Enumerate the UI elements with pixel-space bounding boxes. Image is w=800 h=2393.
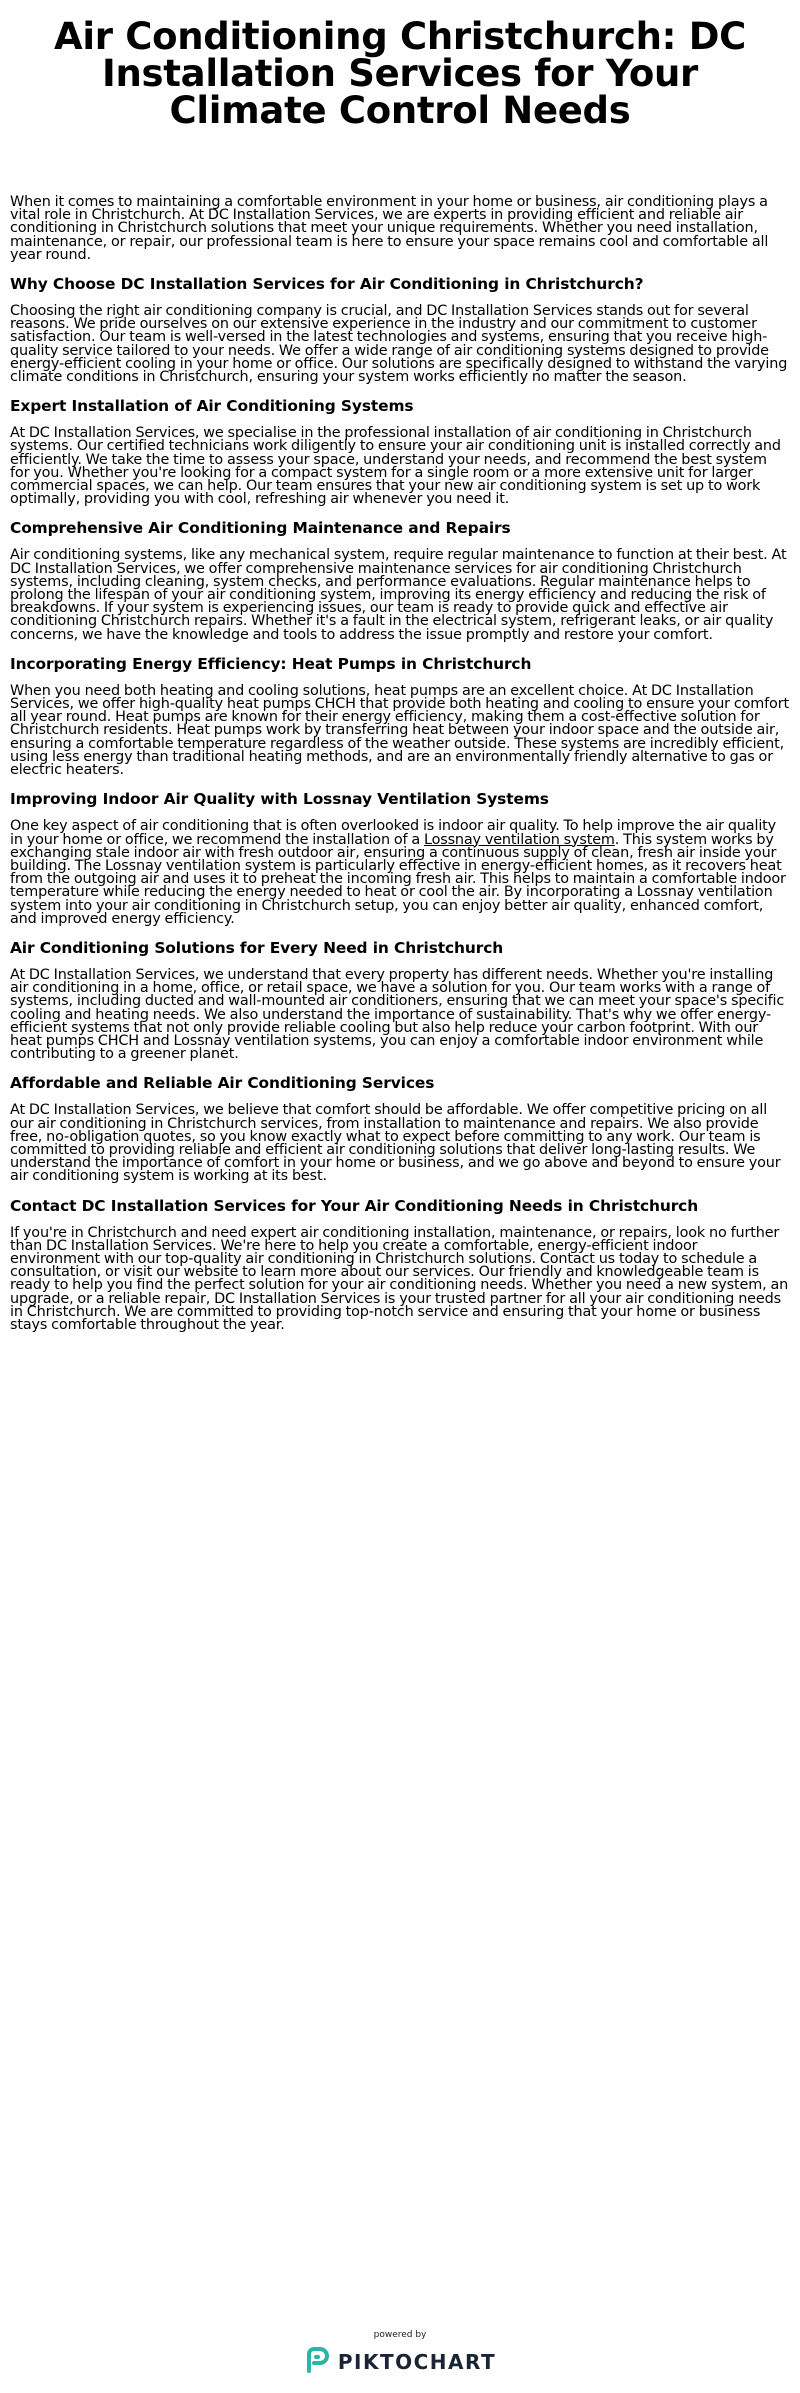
section-body-lossnay — [10, 820, 790, 926]
section-heading-affordable: Affordable and Reliable Air Conditioning Services — [10, 1074, 435, 1093]
section-heading-maintenance-repairs: Comprehensive Air Conditioning Maintenance and Repairs — [10, 519, 511, 538]
section-body-solutions: At DC Installation Services, we understand that every property has different needs. Whether you're installing air conditioning in a home, office, or retail space, we have a solution for you. Our team works with a range of systems, including ducted and wall-mounted air conditioners, ensuring that we can meet your space's specific cooling and heating needs. We also understand the importance of sustainability. That's why we offer energy-efficient systems that not only provide reliable cooling but also help reduce your carbon footprint. With our heat pumps CHCH and Lossnay ventilation systems, you can enjoy a comfortable indoor environment while contributing to a greener planet. — [10, 966, 785, 1063]
powered-by-label: powered by — [373, 2330, 427, 2340]
section-body-contact: If you're in Christchurch and need expert air conditioning installation, maintenance, or repairs, look no further than DC Installation Services. We're here to help you create a comfortable, energy-efficient indoor environment with our top-quality air conditioning in Christchurch solutions. Contact us today to schedule a consultation, or visit our website to learn more about our services. Our friendly and knowledgeable team is ready to help you find the perfect solution for your air conditioning needs. Whether you need a new system, an upgrade, or a reliable repair, DC Installation Services is your trusted partner for all your air conditioning needs in Christchurch. We are committed to providing top-notch service and ensuring that your home or business stays comfortable throughout the year. — [10, 1224, 789, 1333]
section-body-expert-installation: At DC Installation Services, we specialise in the professional installation of air conditioning in Christchurch systems. Our certified technicians work diligently to ensure your air conditioning unit is installed correctly and efficiently. We take the time to assess your space, understand your needs, and recommend the best system for you. Whether you're looking for a compact system for a single room or a more extensive unit for larger commercial spaces, we can help. Our team ensures that your new air conditioning system is set up to work optimally, providing you with cool, refreshing air whenever you need it. — [10, 425, 781, 508]
section-heading-lossnay: Improving Indoor Air Quality with Lossnay Ventilation Systems — [10, 790, 549, 809]
piktochart-logo-icon — [304, 2347, 330, 2377]
section-body-why-choose: Choosing the right air conditioning company is crucial, and DC Installation Services stands out for several reasons. We pride ourselves on our extensive experience in the industry and our commitment to customer satisfaction. Our team is well-versed in the latest technologies and systems, ensuring that you receive high-quality service tailored to your needs. We offer a wide range of air conditioning systems designed to provide energy-efficient cooling in your home or office. Our solutions are specifically designed to withstand the varying climate conditions in Christchurch, ensuring your system works efficiently no matter the season. — [10, 303, 788, 386]
piktochart-brand[interactable] — [304, 2347, 496, 2377]
section-heading-expert-installation: Expert Installation of Air Conditioning Systems — [10, 397, 414, 416]
lossnay-ventilation-link[interactable]: Lossnay ventilation system — [423, 831, 615, 848]
article-body — [10, 196, 790, 1346]
piktochart-footer[interactable] — [0, 2330, 800, 2377]
piktochart-wordmark: PIKTOCHART — [337, 2350, 497, 2374]
page-title: Air Conditioning Christchurch: DC Installation Services for Your Climate Control Needs — [54, 15, 746, 132]
section-body-heat-pumps: When you need both heating and cooling solutions, heat pumps are an excellent choice. At DC Installation Services, we offer high-quality heat pumps CHCH that provide both heating and cooling to ensure your comfort all year round. Heat pumps are known for their energy efficiency, making them a cost-effective solution for Christchurch residents. Heat pumps work by transferring heat between your indoor space and the outside air, ensuring a comfortable temperature regardless of the weather outside. These systems are incredibly efficient, using less energy than traditional heating methods, and are an environmentally friendly alternative to gas or electric heaters. — [10, 682, 789, 779]
lossnay-text-after: . This system works by exchanging stale indoor air with fresh outdoor air, ensuring a continuous supply of clean, fresh air inside your building. The Lossnay ventilation system is particularly effective in energy-efficient homes, as it recovers heat from the outgoing air and uses it to preheat the incoming fresh air. This helps to maintain a comfortable indoor temperature while reducing the energy needed to heat or cool the air. By incorporating a Lossnay ventilation system into your air conditioning in Christchurch setup, you can enjoy better air quality, enhanced comfort, and improved energy efficiency. — [10, 831, 786, 927]
lossnay-text-before: One key aspect of air conditioning that is often overlooked is indoor air quality. To help improve the air quality in your home or office, we recommend the installation of a — [10, 818, 777, 848]
section-body-maintenance-repairs: Air conditioning systems, like any mechanical system, require regular maintenance to function at their best. At DC Installation Services, we offer comprehensive maintenance services for air conditioning Christchurch systems, including cleaning, system checks, and performance evaluations. Regular maintenance helps to prolong the lifespan of your air conditioning system, improving its energy efficiency and reducing the risk of breakdowns. If your system is experiencing issues, our team is ready to provide quick and effective air conditioning Christchurch repairs. Whether it's a fault in the electrical system, refrigerant leaks, or air quality concerns, we have the knowledge and tools to address the issue promptly and restore your comfort. — [10, 547, 787, 643]
section-heading-why-choose: Why Choose DC Installation Services for Air Conditioning in Christchurch? — [10, 275, 644, 294]
section-heading-heat-pumps: Incorporating Energy Efficiency: Heat Pumps in Christchurch — [10, 654, 532, 673]
section-heading-contact: Contact DC Installation Services for Your Air Conditioning Needs in Christchurch — [10, 1196, 699, 1215]
intro-paragraph: When it comes to maintaining a comfortable environment in your home or business, air conditioning plays a vital role in Christchurch. At DC Installation Services, we are experts in providing efficient and reliable air conditioning in Christchurch solutions that meet your unique requirements. Whether you need installation, maintenance, or repair, our professional team is here to ensure your space remains cool and comfortable all year round. — [10, 194, 769, 263]
section-heading-solutions: Air Conditioning Solutions for Every Need in Christchurch — [10, 938, 504, 957]
section-body-affordable: At DC Installation Services, we believe that comfort should be affordable. We offer competitive pricing on all our air conditioning in Christchurch services, from installation to maintenance and repairs. We also provide free, no-obligation quotes, so you know exactly what to expect before committing to any work. Our team is committed to providing reliable and efficient air conditioning solutions that deliver long-lasting results. We understand the importance of comfort in your home or business, and we go above and beyond to ensure your air conditioning system is working at its best. — [10, 1102, 781, 1185]
